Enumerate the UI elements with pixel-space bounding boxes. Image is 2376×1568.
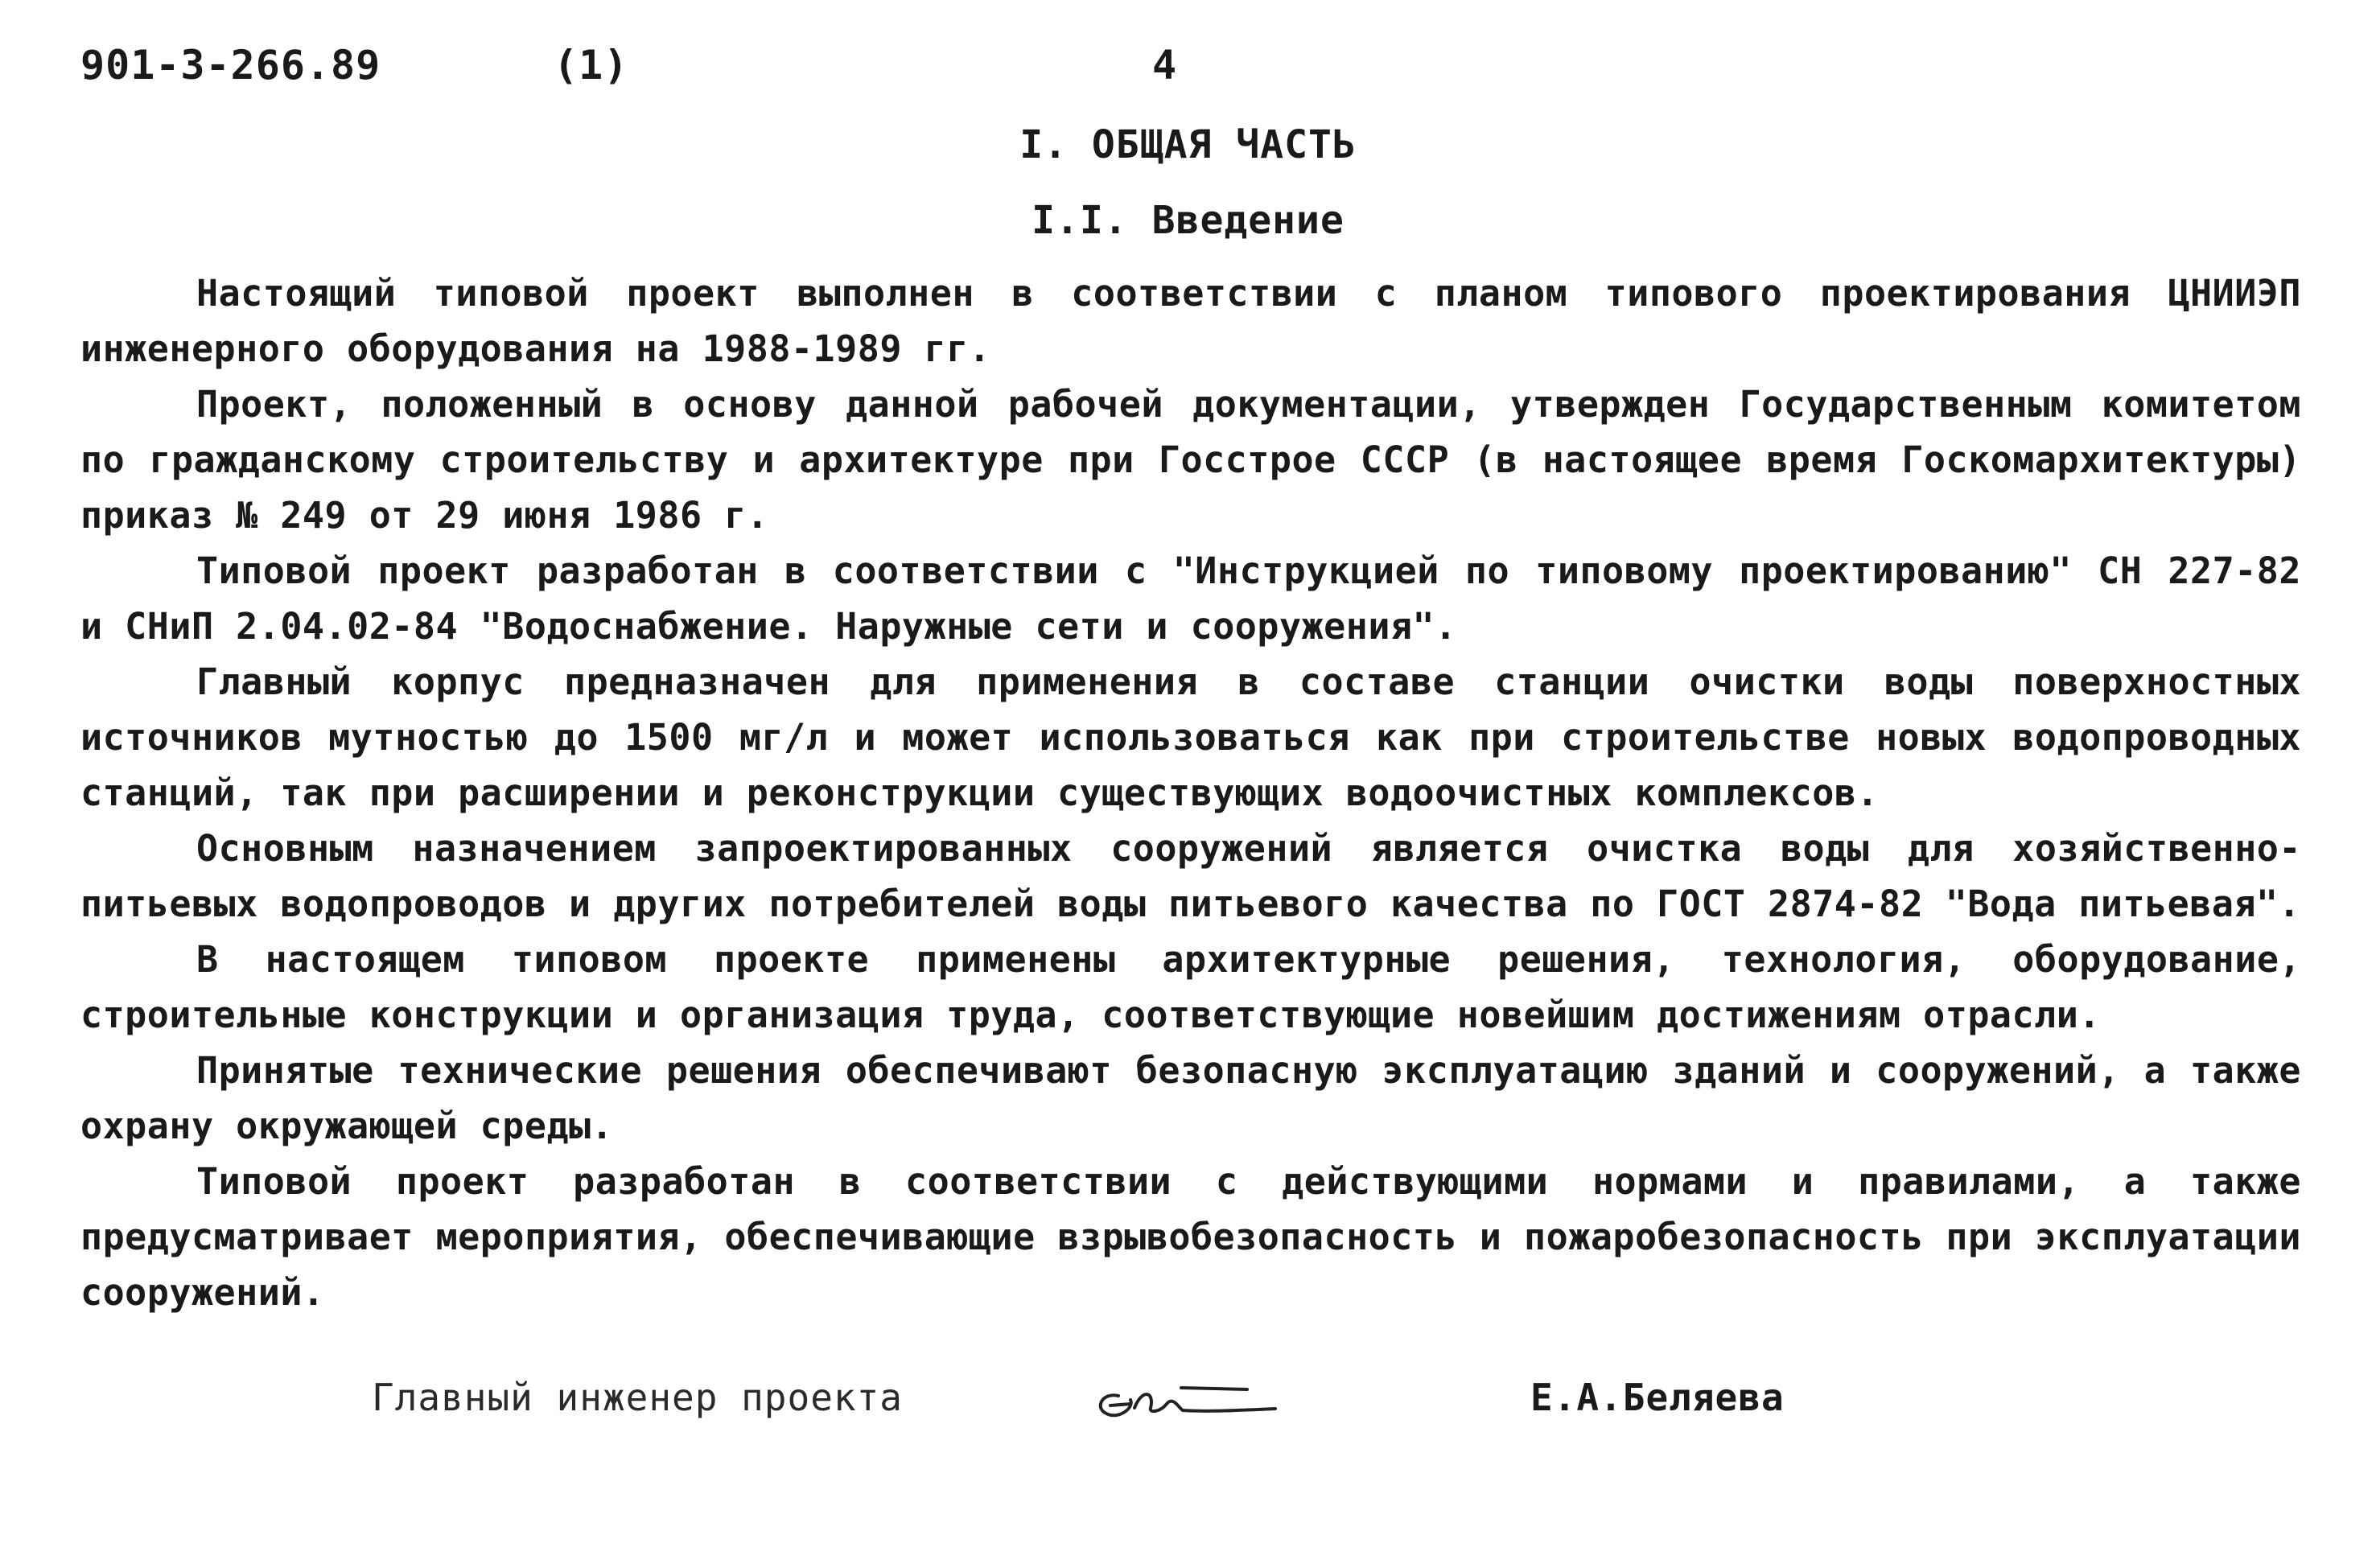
page-number: 4 bbox=[1152, 42, 1178, 88]
paragraph: Типовой проект разработан в соответствии с "Инструкцией по типовому проектированию" СН 227-82 и СНиП 2.04.02-84 "Водоснабжение. Наружные сети и сооружения". bbox=[80, 549, 2301, 648]
paragraph: Основным назначением запроектированных сооружений является очистка воды для хозяйственно-питьевых водопроводов и других потребителей воды питьевого качества по ГОСТ 2874-82 "Вода питьевая". bbox=[80, 827, 2301, 925]
paragraph: В настоящем типовом проекте применены архитектурные решения, технология, оборудование, строительные конструкции и организация труда, соответствующие новейшим достижениям отрасли. bbox=[80, 938, 2301, 1036]
document-code: 901-3-266.89 bbox=[80, 42, 381, 88]
handwritten-signature-icon bbox=[1086, 1364, 1287, 1436]
signature-block bbox=[0, 1368, 2376, 1432]
paragraph: Настоящий типовой проект выполнен в соответствии с планом типового проектирования ЦНИИЭП инженерного оборудования на 1988-1989 гг. bbox=[80, 272, 2301, 370]
sheet-mark: (1) bbox=[554, 42, 629, 88]
paragraph: Принятые технические решения обеспечивают безопасную эксплуатацию зданий и сооружений, а также охрану окружающей среды. bbox=[80, 1049, 2301, 1147]
signer-title: Главный инженер проекта bbox=[372, 1376, 903, 1419]
signer-name: Е.А.Беляева bbox=[1530, 1376, 1785, 1419]
paragraph: Типовой проект разработан в соответствии с действующими нормами и правилами, а также предусматривает мероприятия, обеспечивающие взрывобезопасность и пожаробезопасность при эксплуатации сооружений. bbox=[80, 1160, 2301, 1314]
document-body bbox=[80, 265, 2301, 1320]
subsection-title: I.I. Введение bbox=[1032, 198, 1344, 243]
paragraph: Проект, положенный в основу данной рабочей документации, утвержден Государственным комитетом по гражданскому строительству и архитектуре при Госстрое СССР (в настоящее время Госкомархитектуры) приказ № 249 от 29 июня 1986 г. bbox=[80, 383, 2301, 537]
section-title: I. ОБЩАЯ ЧАСТЬ bbox=[1019, 122, 1357, 167]
paragraph: Главный корпус предназначен для применения в составе станции очистки воды поверхностных источников мутностью до 1500 мг/л и может использоваться как при строительстве новых водопроводных станций, так при расширении и реконструкции существующих водоочистных комплексов. bbox=[80, 661, 2301, 814]
